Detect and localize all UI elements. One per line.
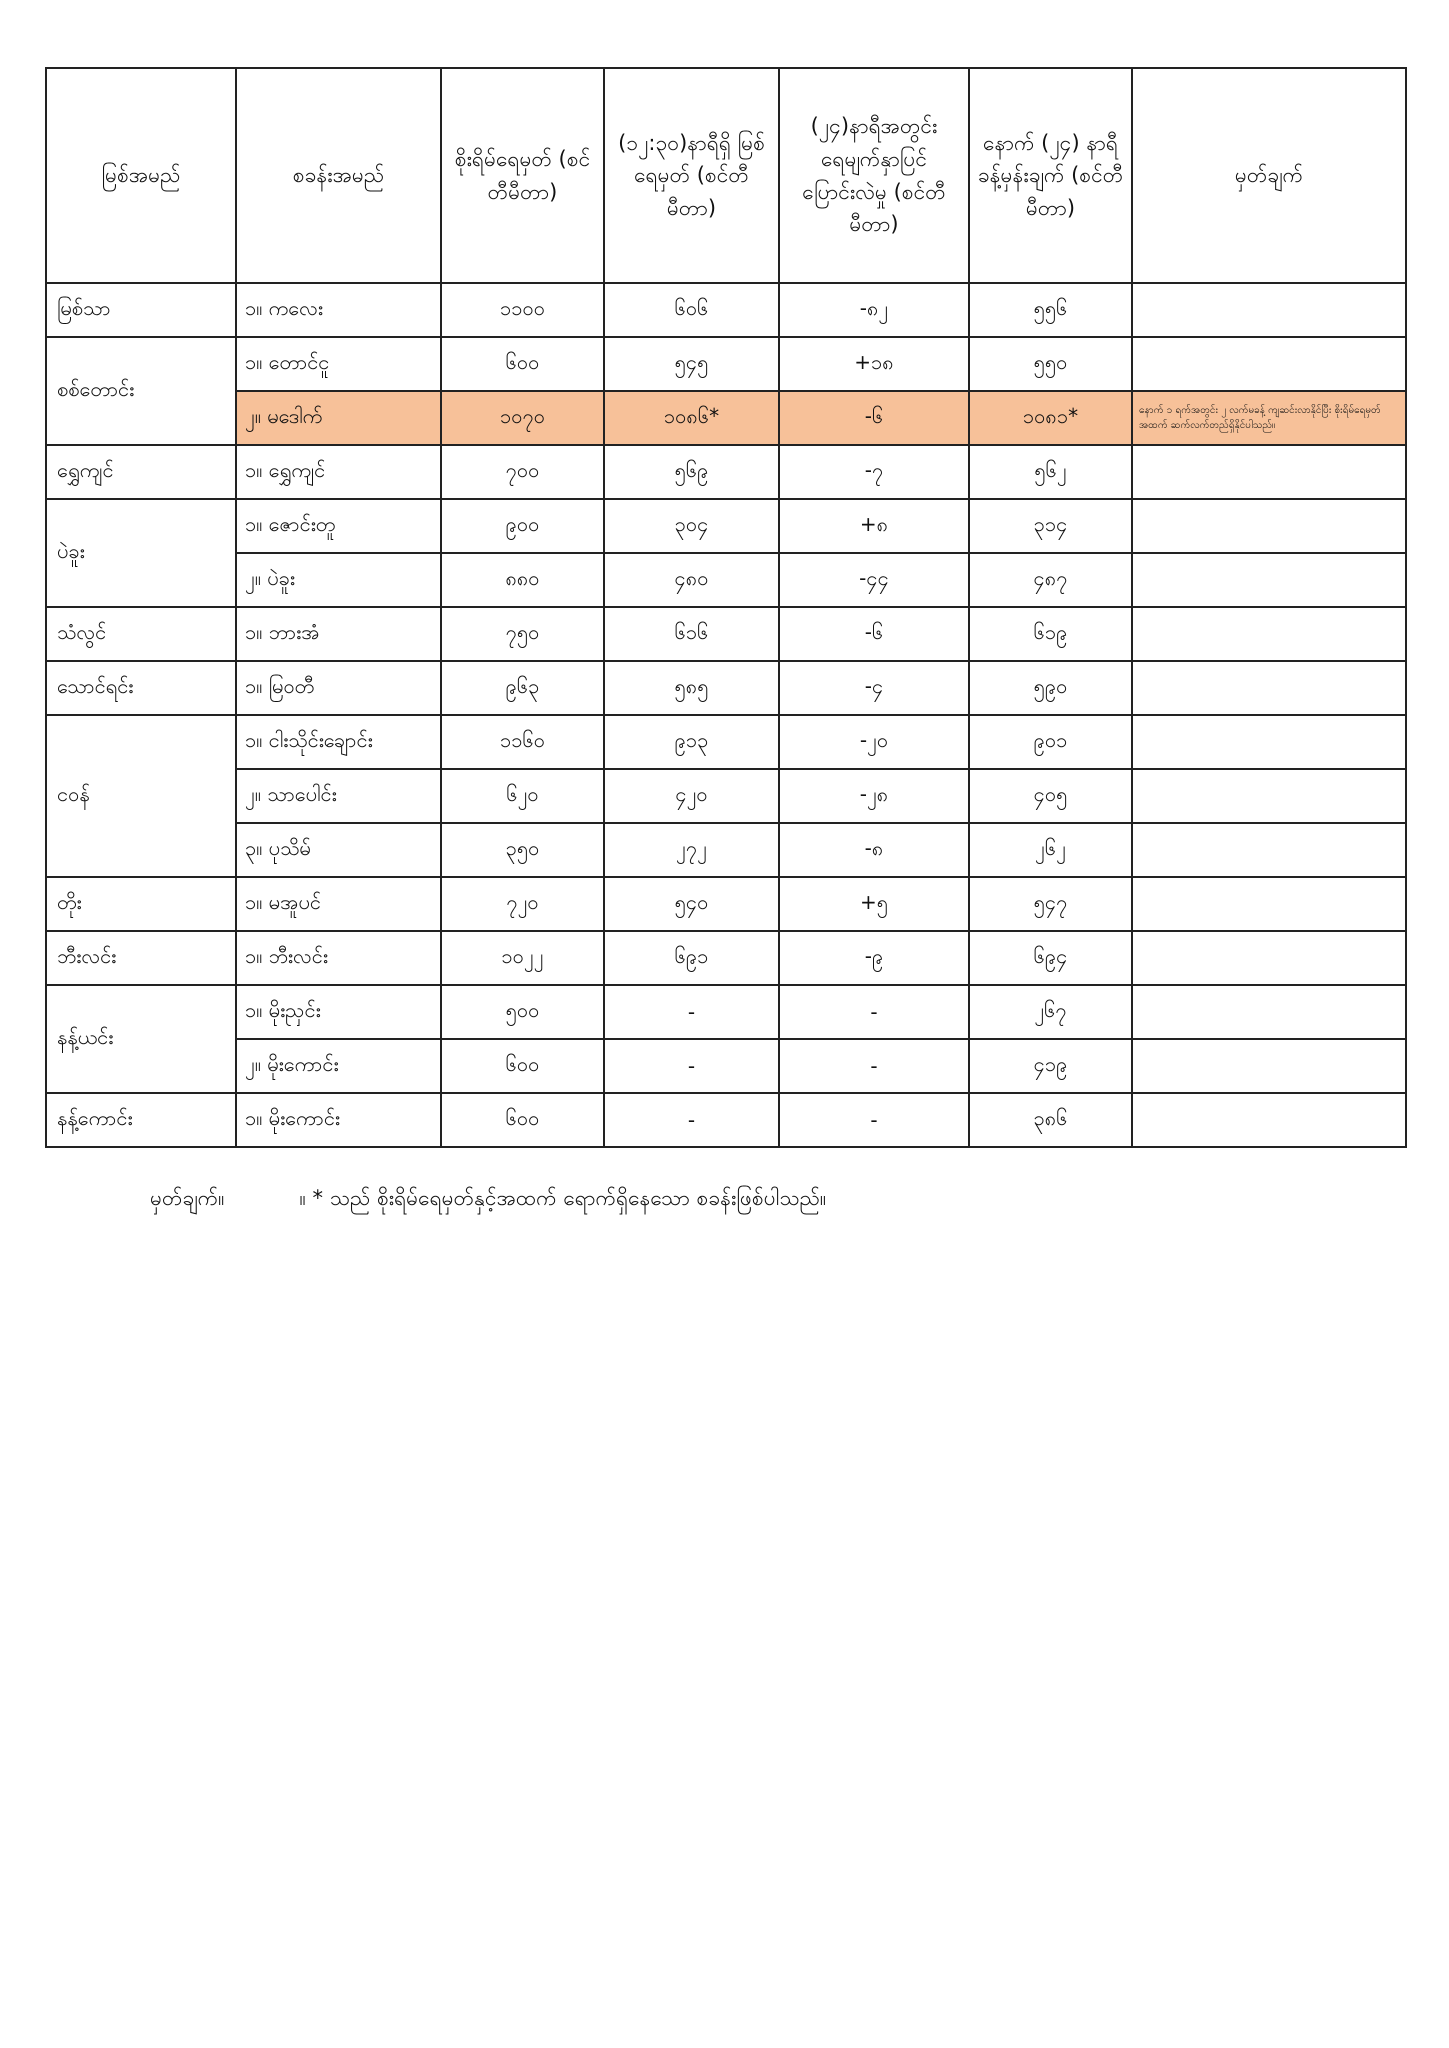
current-level: ၅၄၅ — [604, 337, 779, 391]
station-name: ၁။ မအူပင် — [236, 877, 441, 931]
table-row — [46, 715, 1406, 769]
level-change: -၄ — [779, 661, 969, 715]
station-name: ၁။ မိုးကောင်း — [236, 1093, 441, 1147]
table-row — [46, 283, 1406, 337]
station-name: ၁။ မိုးညှင်း — [236, 985, 441, 1039]
river-name: သောင်ရင်း — [46, 661, 236, 715]
remark — [1132, 931, 1406, 985]
level-change: -၇ — [779, 445, 969, 499]
remark — [1132, 1093, 1406, 1147]
river-name: ဘီးလင်း — [46, 931, 236, 985]
table-row — [46, 823, 1406, 877]
river-name: ရွှေကျင် — [46, 445, 236, 499]
forecast-level: ၂၆၇ — [969, 985, 1132, 1039]
table-row — [46, 607, 1406, 661]
forecast-level: ၄၁၉ — [969, 1039, 1132, 1093]
danger-level: ၅၀၀ — [441, 985, 604, 1039]
level-change: -၈ — [779, 823, 969, 877]
header-forecast: နောက် (၂၄) နာရီ ခန့်မှန်းချက် (စင်တီမီတာ) — [969, 68, 1132, 283]
river-name: နန့်ကောင်း — [46, 1093, 236, 1147]
table-row — [46, 337, 1406, 391]
level-change: -၉ — [779, 931, 969, 985]
level-change: -၂၀ — [779, 715, 969, 769]
current-level: ၆၉၁ — [604, 931, 779, 985]
table-row — [46, 985, 1406, 1039]
river-name: တိုး — [46, 877, 236, 931]
danger-level: ၃၅၀ — [441, 823, 604, 877]
station-name: ၁။ ရွှေကျင် — [236, 445, 441, 499]
river-name: မြစ်သာ — [46, 283, 236, 337]
header-danger-level: စိုးရိမ်ရေမှတ် (စင်တီမီတာ) — [441, 68, 604, 283]
station-name: ၁။ ဘားအံ — [236, 607, 441, 661]
forecast-level: ၃၈၆ — [969, 1093, 1132, 1147]
danger-level: ၇၀၀ — [441, 445, 604, 499]
level-change: -၆ — [779, 391, 969, 445]
forecast-level: ၅၆၂ — [969, 445, 1132, 499]
forecast-level: ၂၆၂ — [969, 823, 1132, 877]
level-change: -၈၂ — [779, 283, 969, 337]
remark — [1132, 985, 1406, 1039]
remark — [1132, 715, 1406, 769]
forecast-level: ၅၅၆ — [969, 283, 1132, 337]
danger-level: ၆၀၀ — [441, 1093, 604, 1147]
danger-level: ၆၀၀ — [441, 1039, 604, 1093]
danger-level: ၈၈၀ — [441, 553, 604, 607]
footnote — [150, 1185, 826, 1216]
remark — [1132, 283, 1406, 337]
river-name: နန့်ယင်း — [46, 985, 236, 1093]
station-name: ၂။ မဒေါက် — [236, 391, 441, 445]
header-current-level: (၁၂:၃၀)နာရီရှိ မြစ်ရေမှတ် (စင်တီမီတာ) — [604, 68, 779, 283]
footnote-label: မှတ်ချက်။ — [150, 1186, 225, 1210]
remark — [1132, 499, 1406, 553]
remark — [1132, 337, 1406, 391]
table-row-alert — [46, 391, 1406, 445]
water-level-table — [45, 67, 1407, 1148]
current-level: ၃၀၄ — [604, 499, 779, 553]
current-level: - — [604, 1039, 779, 1093]
current-level: ၆၁၆ — [604, 607, 779, 661]
level-change: -၆ — [779, 607, 969, 661]
forecast-level: ၆၁၉ — [969, 607, 1132, 661]
forecast-level: ၃၁၄ — [969, 499, 1132, 553]
current-level: ၄၂၀ — [604, 769, 779, 823]
level-change: - — [779, 1093, 969, 1147]
river-name: ပဲခူး — [46, 499, 236, 607]
station-name: ၁။ ကလေး — [236, 283, 441, 337]
danger-level: ၁၁၆၀ — [441, 715, 604, 769]
station-name: ၃။ ပုသိမ် — [236, 823, 441, 877]
table-row — [46, 931, 1406, 985]
table-row — [46, 1093, 1406, 1147]
station-name: ၁။ တောင်ငူ — [236, 337, 441, 391]
forecast-level: ၅၄၇ — [969, 877, 1132, 931]
table-row — [46, 499, 1406, 553]
table-header-row — [46, 68, 1406, 283]
forecast-level: ၄၀၅ — [969, 769, 1132, 823]
station-name: ၂။ သာပေါင်း — [236, 769, 441, 823]
level-change: - — [779, 985, 969, 1039]
remark — [1132, 607, 1406, 661]
current-level: ၆၀၆ — [604, 283, 779, 337]
forecast-level: ၄၈၇ — [969, 553, 1132, 607]
forecast-level: ၁၀၈၁* — [969, 391, 1132, 445]
forecast-level: ၉၀၁ — [969, 715, 1132, 769]
remark — [1132, 823, 1406, 877]
forecast-level: ၅၅၀ — [969, 337, 1132, 391]
river-name: ငဝန် — [46, 715, 236, 877]
danger-level: ၁၀၇၀ — [441, 391, 604, 445]
level-change: - — [779, 1039, 969, 1093]
danger-level: ၇၂၀ — [441, 877, 604, 931]
current-level: ၂၇၂ — [604, 823, 779, 877]
remark — [1132, 553, 1406, 607]
danger-level: ၇၅၀ — [441, 607, 604, 661]
table-row — [46, 1039, 1406, 1093]
remark — [1132, 769, 1406, 823]
danger-level: ၁၀၂၂ — [441, 931, 604, 985]
current-level: - — [604, 1093, 779, 1147]
remark: နောက် ၁ ရက်အတွင်း ၂ လက်မခန့် ကျဆင်းလာနိုင်ပြီး စိုးရိမ်ရေမှတ်အထက် ဆက်လက်တည်ရှိနိုင်ပါသည်။ — [1132, 391, 1406, 445]
level-change: -၄၄ — [779, 553, 969, 607]
current-level: ၅၈၅ — [604, 661, 779, 715]
current-level: ၅၄၀ — [604, 877, 779, 931]
footnote-text: ။ * သည် စိုးရိမ်ရေမှတ်နှင့်အထက် ရောက်ရှိနေသော စခန်းဖြစ်ပါသည်။ — [299, 1186, 827, 1210]
danger-level: ၁၁၀၀ — [441, 283, 604, 337]
header-river: မြစ်အမည် — [46, 68, 236, 283]
current-level: ၄၈၀ — [604, 553, 779, 607]
river-name: စစ်တောင်း — [46, 337, 236, 445]
river-name: သံလွင် — [46, 607, 236, 661]
level-change: +၅ — [779, 877, 969, 931]
level-change: +၁၈ — [779, 337, 969, 391]
danger-level: ၉၀၀ — [441, 499, 604, 553]
current-level: - — [604, 985, 779, 1039]
remark — [1132, 661, 1406, 715]
current-level: ၉၁၃ — [604, 715, 779, 769]
table-row — [46, 445, 1406, 499]
current-level: ၅၆၉ — [604, 445, 779, 499]
station-name: ၁။ ဘီးလင်း — [236, 931, 441, 985]
danger-level: ၉၆၃ — [441, 661, 604, 715]
header-24h-change: (၂၄)နာရီအတွင်း ရေမျက်နှာပြင် ပြောင်းလဲမှု (စင်တီမီတာ) — [779, 68, 969, 283]
remark — [1132, 445, 1406, 499]
table-row — [46, 661, 1406, 715]
remark — [1132, 1039, 1406, 1093]
station-name: ၂။ ပဲခူး — [236, 553, 441, 607]
forecast-level: ၆၉၄ — [969, 931, 1132, 985]
header-remark: မှတ်ချက် — [1132, 68, 1406, 283]
station-name: ၁။ ငါးသိုင်းချောင်း — [236, 715, 441, 769]
station-name: ၂။ မိုးကောင်း — [236, 1039, 441, 1093]
station-name: ၁။ ဇောင်းတူ — [236, 499, 441, 553]
remark — [1132, 877, 1406, 931]
station-name: ၁။ မြဝတီ — [236, 661, 441, 715]
danger-level: ၆၂၀ — [441, 769, 604, 823]
danger-level: ၆၀၀ — [441, 337, 604, 391]
table-row — [46, 877, 1406, 931]
current-level: ၁၀၈၆* — [604, 391, 779, 445]
level-change: +၈ — [779, 499, 969, 553]
table-row — [46, 553, 1406, 607]
header-station: စခန်းအမည် — [236, 68, 441, 283]
table-row — [46, 769, 1406, 823]
forecast-level: ၅၉၀ — [969, 661, 1132, 715]
level-change: -၂၈ — [779, 769, 969, 823]
